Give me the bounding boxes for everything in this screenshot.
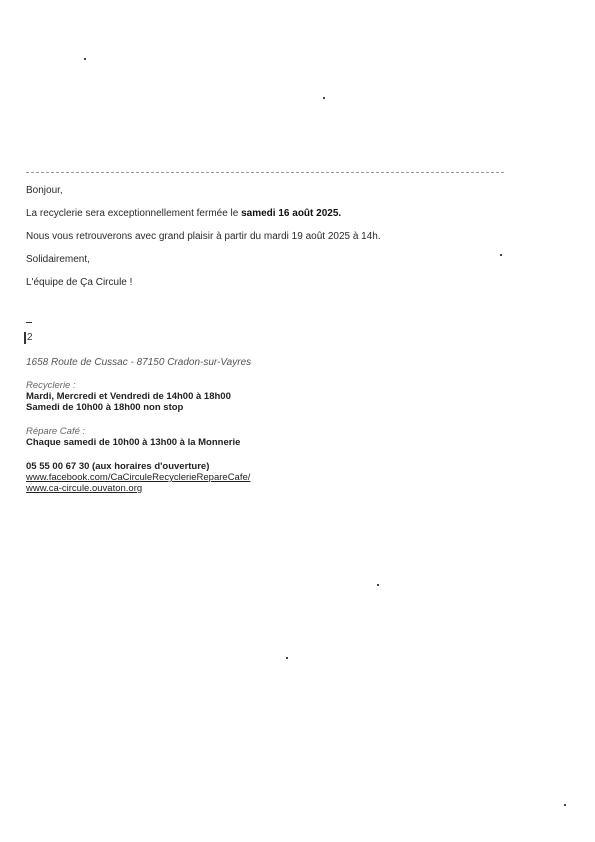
closure-notice-text: La recyclerie sera exceptionnellement fermée le <box>26 208 242 219</box>
scan-speck <box>84 58 86 60</box>
repair-cafe-hours: Chaque samedi de 10h00 à 13h00 à la Monnerie <box>26 437 241 448</box>
website-link[interactable]: www.ca-circule.ouvaton.org <box>26 483 143 494</box>
greeting: Bonjour, <box>26 185 63 196</box>
signature: L'équipe de Ça Circule ! <box>26 277 133 288</box>
closure-notice <box>26 208 566 220</box>
scan-speck <box>323 97 325 99</box>
address: 1658 Route de Cussac - 87150 Cradon-sur-Vayres <box>26 357 252 368</box>
closure-date: samedi 16 août 2025. <box>241 208 342 219</box>
closing-salutation: Solidairement, <box>26 254 90 265</box>
recyclerie-title: Recyclerie : <box>26 380 76 391</box>
reopening-notice: Nous vous retrouverons avec grand plaisir à partir du mardi 19 août 2025 à 14h. <box>26 231 381 242</box>
footer-signature-block <box>26 357 566 494</box>
logo-mark: 2 <box>24 322 44 346</box>
letter-body <box>26 185 566 300</box>
scan-speck <box>286 657 288 659</box>
repair-cafe-title: Répare Café : <box>26 426 86 437</box>
facebook-link[interactable]: www.facebook.com/CaCirculeRecyclerieRepareCafe/ <box>26 472 251 483</box>
scan-speck <box>564 804 566 806</box>
phone-number: 05 55 00 67 30 (aux horaires d'ouverture) <box>26 461 210 472</box>
recyclerie-hours-weekdays: Mardi, Mercredi et Vendredi de 14h00 à 18h00 <box>26 391 231 402</box>
header-divider <box>26 172 504 173</box>
recyclerie-hours-saturday: Samedi de 10h00 à 18h00 non stop <box>26 402 184 413</box>
scan-speck <box>377 584 379 586</box>
